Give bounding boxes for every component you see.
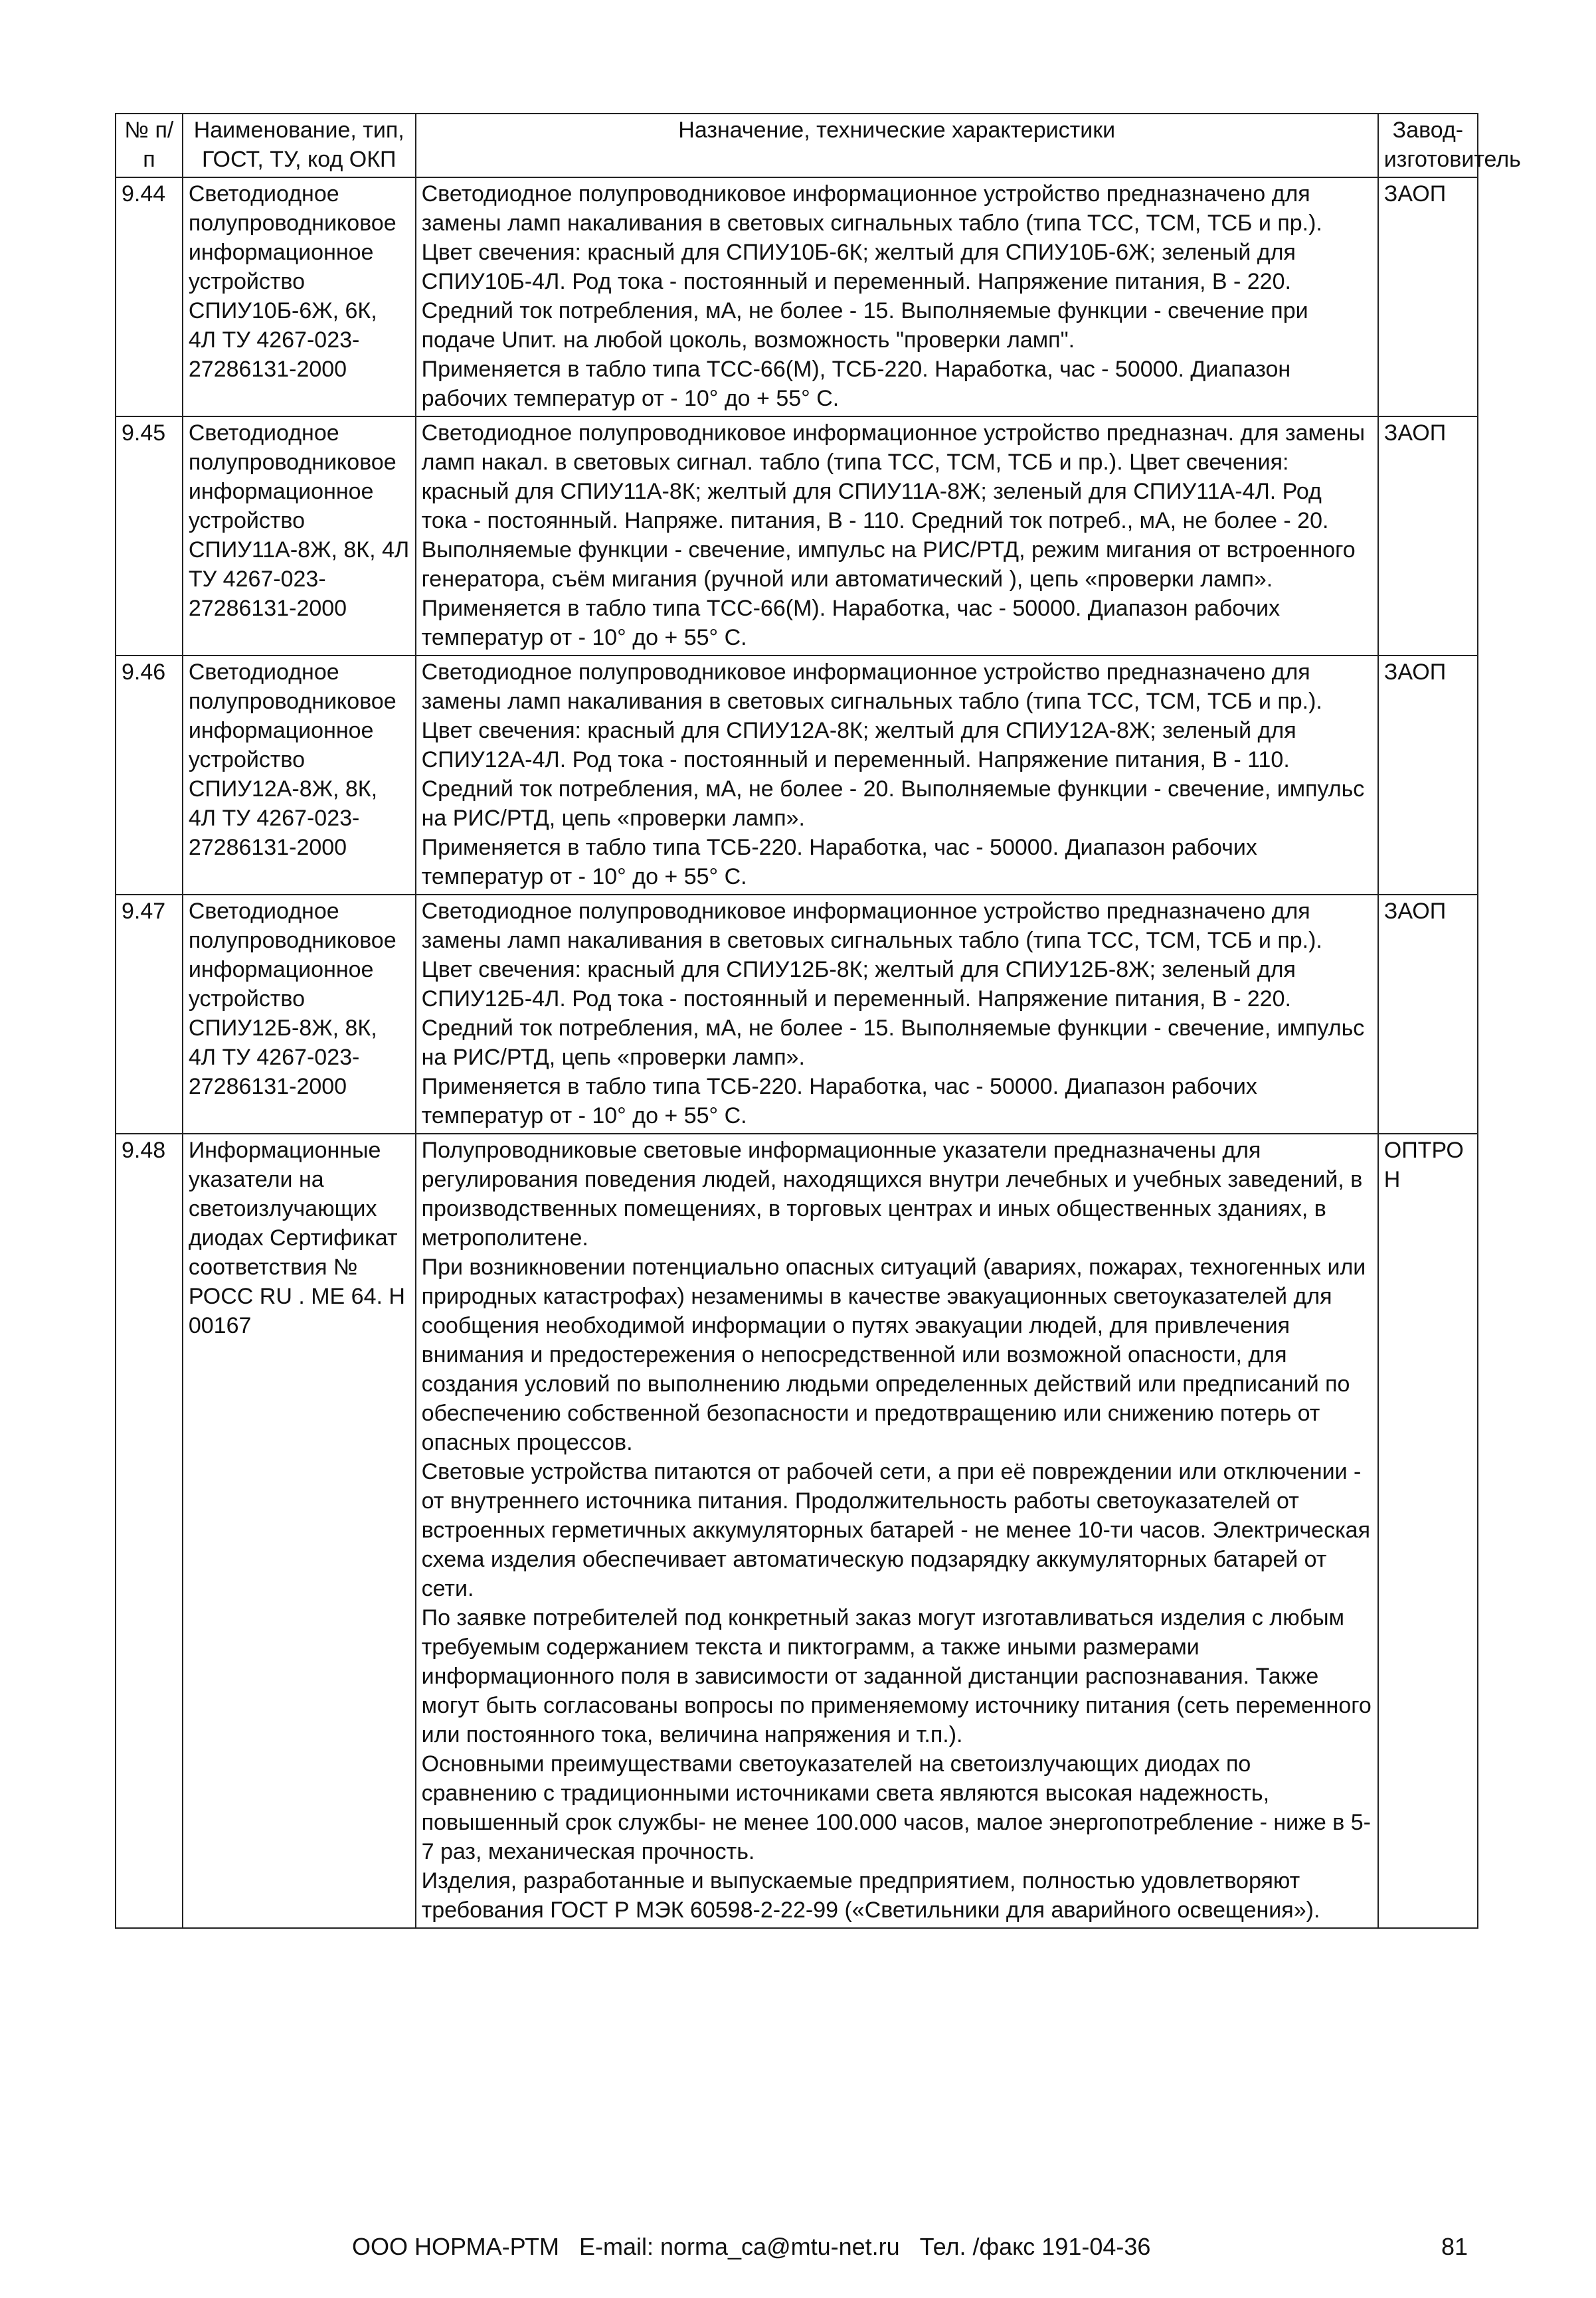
table-row — [116, 895, 1478, 1134]
description-paragraph: Светодиодное полупроводниковое информационное устройство предназначено для замены ламп накаливания в световых сигнальных табло (типа ТСС, ТСМ, ТСБ и пр.). Цвет свечения: красный для СПИУ12А-8К; желтый для СПИУ12А-8Ж; зеленый для СПИУ12А-4Л. Род тока - постоянный и переменный. Напряжение питания, В - 110. Средний ток потребления, мА, не более - 20. Выполняемые функции - свечение, импульс на РИС/РТД, цепь «проверки ламп». — [421, 660, 1365, 831]
product-description — [416, 656, 1378, 895]
table-header-row — [116, 114, 1478, 177]
header-name: Наименование, тип, ГОСТ, ТУ, код ОКП — [183, 114, 416, 177]
manufacturer: ЗАОП — [1378, 656, 1478, 895]
spec-table — [115, 113, 1521, 1929]
product-description — [416, 895, 1378, 1134]
description-paragraph: Светодиодное полупроводниковое информационное устройство предназначено для замены ламп накаливания в световых сигнальных табло (типа ТСС, ТСМ, ТСБ и пр.). Цвет свечения: красный для СПИУ10Б-6К; желтый для СПИУ10Б-6Ж; зеленый для СПИУ10Б-4Л. Род тока - постоянный и переменный. Напряжение питания, В - 220. Средний ток потребления, мА, не более - 15. Выполняемые функции - свечение при подаче Uпит. на любой цоколь, возможность "проверки ламп". — [421, 181, 1322, 353]
description-paragraph: Основными преимуществами светоуказателей на светоизлучающих диодах по сравнению с традиционными источниками света являются высокая надежность, повышенный срок службы- не менее 100.000 часов, малое энергопотребление - ниже в 5-7 раз, механическая прочность. — [421, 1751, 1371, 1864]
description-paragraph: Применяется в табло типа ТСБ-220. Наработка, час - 50000. Диапазон рабочих температур от - 10° до + 55° С. — [421, 1074, 1257, 1128]
header-maker: Завод-изготовитель — [1378, 114, 1478, 177]
description-paragraph: Светодиодное полупроводниковое информационное устройство предназначено для замены ламп накаливания в световых сигнальных табло (типа ТСС, ТСМ, ТСБ и пр.). Цвет свечения: красный для СПИУ12Б-8К; желтый для СПИУ12Б-8Ж; зеленый для СПИУ12Б-4Л. Род тока - постоянный и переменный. Напряжение питания, В - 220. Средний ток потребления, мА, не более - 15. Выполняемые функции - свечение, импульс на РИС/РТД, цепь «проверки ламп». — [421, 899, 1365, 1070]
description-paragraph: При возникновении потенциально опасных ситуаций (авариях, пожарах, техногенных или природных катастрофах) незаменимы в качестве эвакуационных светоуказателей для сообщения необходимой информации о путях эвакуации людей, для привлечения внимания и предостережения о непосредственной или возможной опасности, для создания условий по выполнению людьми определенных действий или предписаний по обеспечению собственной безопасности и предотвращению или снижению потерь от опасных процессов. — [421, 1255, 1366, 1455]
row-number: 9.47 — [116, 895, 183, 1134]
description-paragraph: Полупроводниковые световые информационные указатели предназначены для регулирования поведения людей, находящихся внутри лечебных и учебных заведений, в производственных помещениях, в торговых центрах и иных общественных зданиях, в метрополитене. — [421, 1138, 1363, 1251]
product-name: Светодиодное полупроводниковое информационное устройство СПИУ12А-8Ж, 8К, 4Л ТУ 4267-023-27286131-2000 — [183, 656, 416, 895]
product-name: Светодиодное полупроводниковое информационное устройство СПИУ10Б-6Ж, 6К, 4Л ТУ 4267-023-27286131-2000 — [183, 177, 416, 416]
manufacturer: ЗАОП — [1378, 177, 1478, 416]
manufacturer: ЗАОП — [1378, 895, 1478, 1134]
row-number: 9.48 — [116, 1134, 183, 1928]
description-paragraph: Изделия, разработанные и выпускаемые предприятием, полностью удовлетворяют требования ГОСТ Р МЭК 60598-2-22-99 («Светильники для аварийного освещения»). — [421, 1868, 1320, 1923]
table-row — [116, 1134, 1478, 1928]
table-row — [116, 416, 1478, 656]
table-row — [116, 177, 1478, 416]
table-row — [116, 656, 1478, 895]
row-number: 9.44 — [116, 177, 183, 416]
description-paragraph: Светодиодное полупроводниковое информационное устройство предназнач. для замены ламп накал. в световых сигнал. табло (типа ТСС, ТСМ, ТСБ и пр.). Цвет свечения: красный для СПИУ11А-8К; желтый для СПИУ11А-8Ж; зеленый для СПИУ11А-4Л. Род тока - постоянный. Напряже. питания, В - 110. Средний ток потреб., мА, не более - 20. Выполняемые функции - свечение, импульс на РИС/РТД, режим мигания от встроенного генератора, съём мигания (ручной или автоматический ), цепь «проверки ламп». — [421, 420, 1366, 592]
manufacturer: ЗАОП — [1378, 416, 1478, 656]
product-name: Информационные указатели на светоизлучающих диодах Сертификат соответствия № РОСС RU . МЕ 64. Н 00167 — [183, 1134, 416, 1928]
row-number: 9.46 — [116, 656, 183, 895]
description-paragraph: Применяется в табло типа ТСС-66(М), ТСБ-220. Наработка, час - 50000. Диапазон рабочих температур от - 10° до + 55° С. — [421, 357, 1291, 411]
header-num: № п/п — [116, 114, 183, 177]
manufacturer: ОПТРОН — [1378, 1134, 1478, 1928]
header-desc: Назначение, технические характеристики — [416, 114, 1378, 177]
description-paragraph: Применяется в табло типа ТСС-66(М). Наработка, час - 50000. Диапазон рабочих температур от - 10° до + 55° С. — [421, 596, 1281, 650]
description-paragraph: Применяется в табло типа ТСБ-220. Наработка, час - 50000. Диапазон рабочих температур от - 10° до + 55° С. — [421, 835, 1257, 889]
product-description — [416, 177, 1378, 416]
product-description — [416, 1134, 1378, 1928]
product-name: Светодиодное полупроводниковое информационное устройство СПИУ12Б-8Ж, 8К, 4Л ТУ 4267-023-27286131-2000 — [183, 895, 416, 1134]
row-number: 9.45 — [116, 416, 183, 656]
product-description — [416, 416, 1378, 656]
page-number: 81 — [1441, 2233, 1468, 2260]
description-paragraph: Световые устройства питаются от рабочей сети, а при её повреждении или отключении - от внутреннего источника питания. Продолжительность работы светоуказателей от встроенных герметичных аккумуляторных батарей - не менее 10-ти часов. Электрическая схема изделия обеспечивает автоматическую подзарядку аккумуляторных батарей от сети. — [421, 1459, 1371, 1601]
footer-contact: ООО НОРМА-РТМ E-mail: norma_ca@mtu-net.ru Тел. /факс 191-04-36 — [352, 2233, 1151, 2260]
description-paragraph: По заявке потребителей под конкретный заказ могут изготавливаться изделия с любым требуемым содержанием текста и пиктограмм, а также иными размерами информационного поля в зависимости от заданной дистанции распознавания. Также могут быть согласованы вопросы по применяемому источнику питания (сеть переменного или постоянного тока, величина напряжения и т.п.). — [421, 1605, 1372, 1747]
product-name: Светодиодное полупроводниковое информационное устройство СПИУ11А-8Ж, 8К, 4Л ТУ 4267-023-27286131-2000 — [183, 416, 416, 656]
